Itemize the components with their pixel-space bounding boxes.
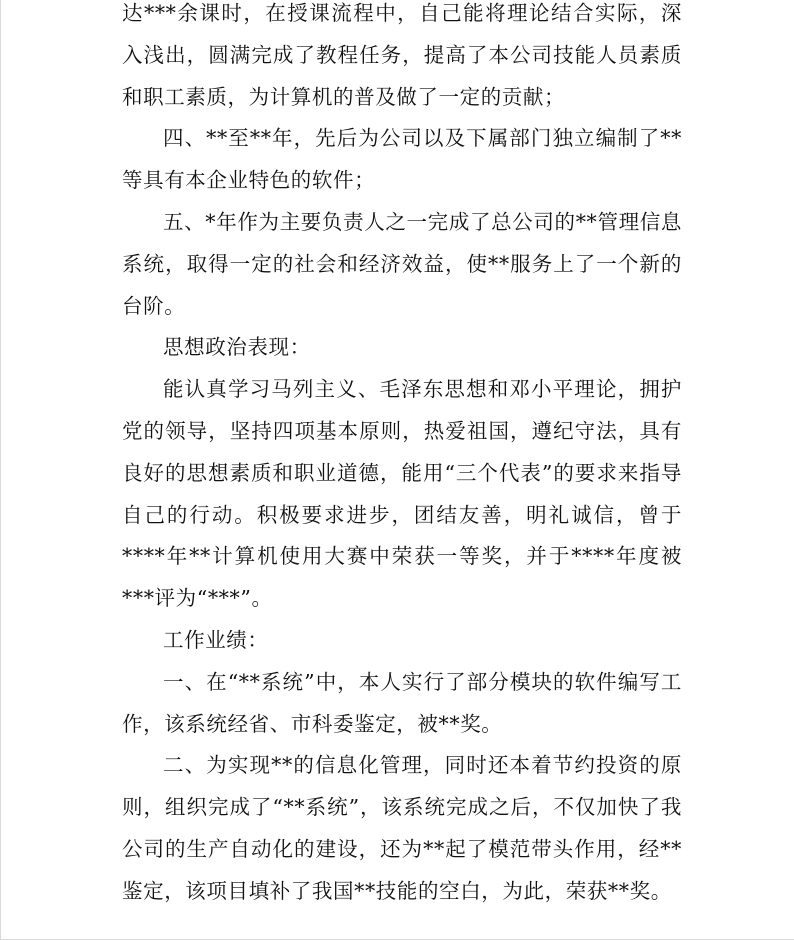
section-heading-achievements: 工作业绩： <box>163 627 269 652</box>
document-body <box>122 0 682 913</box>
paragraph-achievement-two: 二、为实现**的信息化管理，同时还本着节约投资的原则，组织完成了“**系统”，该系统完成之后，不仅加快了我公司的生产自动化的建设，还为**起了模范带头作用，经**鉴定，该项目填补了我国**技能的空白，为此，荣获**奖。 <box>122 753 682 903</box>
paragraph-political-performance: 能认真学习马列主义、毛泽东思想和邓小平理论，拥护党的领导，坚持四项基本原则，热爱祖国，遵纪守法，具有良好的思想素质和职业道德，能用“三个代表”的要求来指导自己的行动。积极要求进步，团结友善，明礼诚信，曾于****年**计算机使用大赛中荣获一等奖，并于****年度被***评为“***”。 <box>122 377 682 611</box>
page-left-border <box>0 0 1 940</box>
paragraph-item-five: 五、*年作为主要负责人之一完成了总公司的**管理信息系统，取得一定的社会和经济效益，使**服务上了一个新的台阶。 <box>122 209 682 318</box>
paragraph-item-four: 四、**至**年，先后为公司以及下属部门独立编制了**等具有本企业特色的软件； <box>122 126 682 193</box>
paragraph-achievement-one: 一、在“**系统”中，本人实行了部分模块的软件编写工作，该系统经省、市科委鉴定，被**奖。 <box>122 669 682 736</box>
paragraph-teaching-continued: 达***余课时，在授课流程中，自己能将理论结合实际，深入浅出，圆满完成了教程任务，提高了本公司技能人员素质和职工素质，为计算机的普及做了一定的贡献； <box>122 1 682 109</box>
section-heading-political: 思想政治表现： <box>163 335 311 360</box>
